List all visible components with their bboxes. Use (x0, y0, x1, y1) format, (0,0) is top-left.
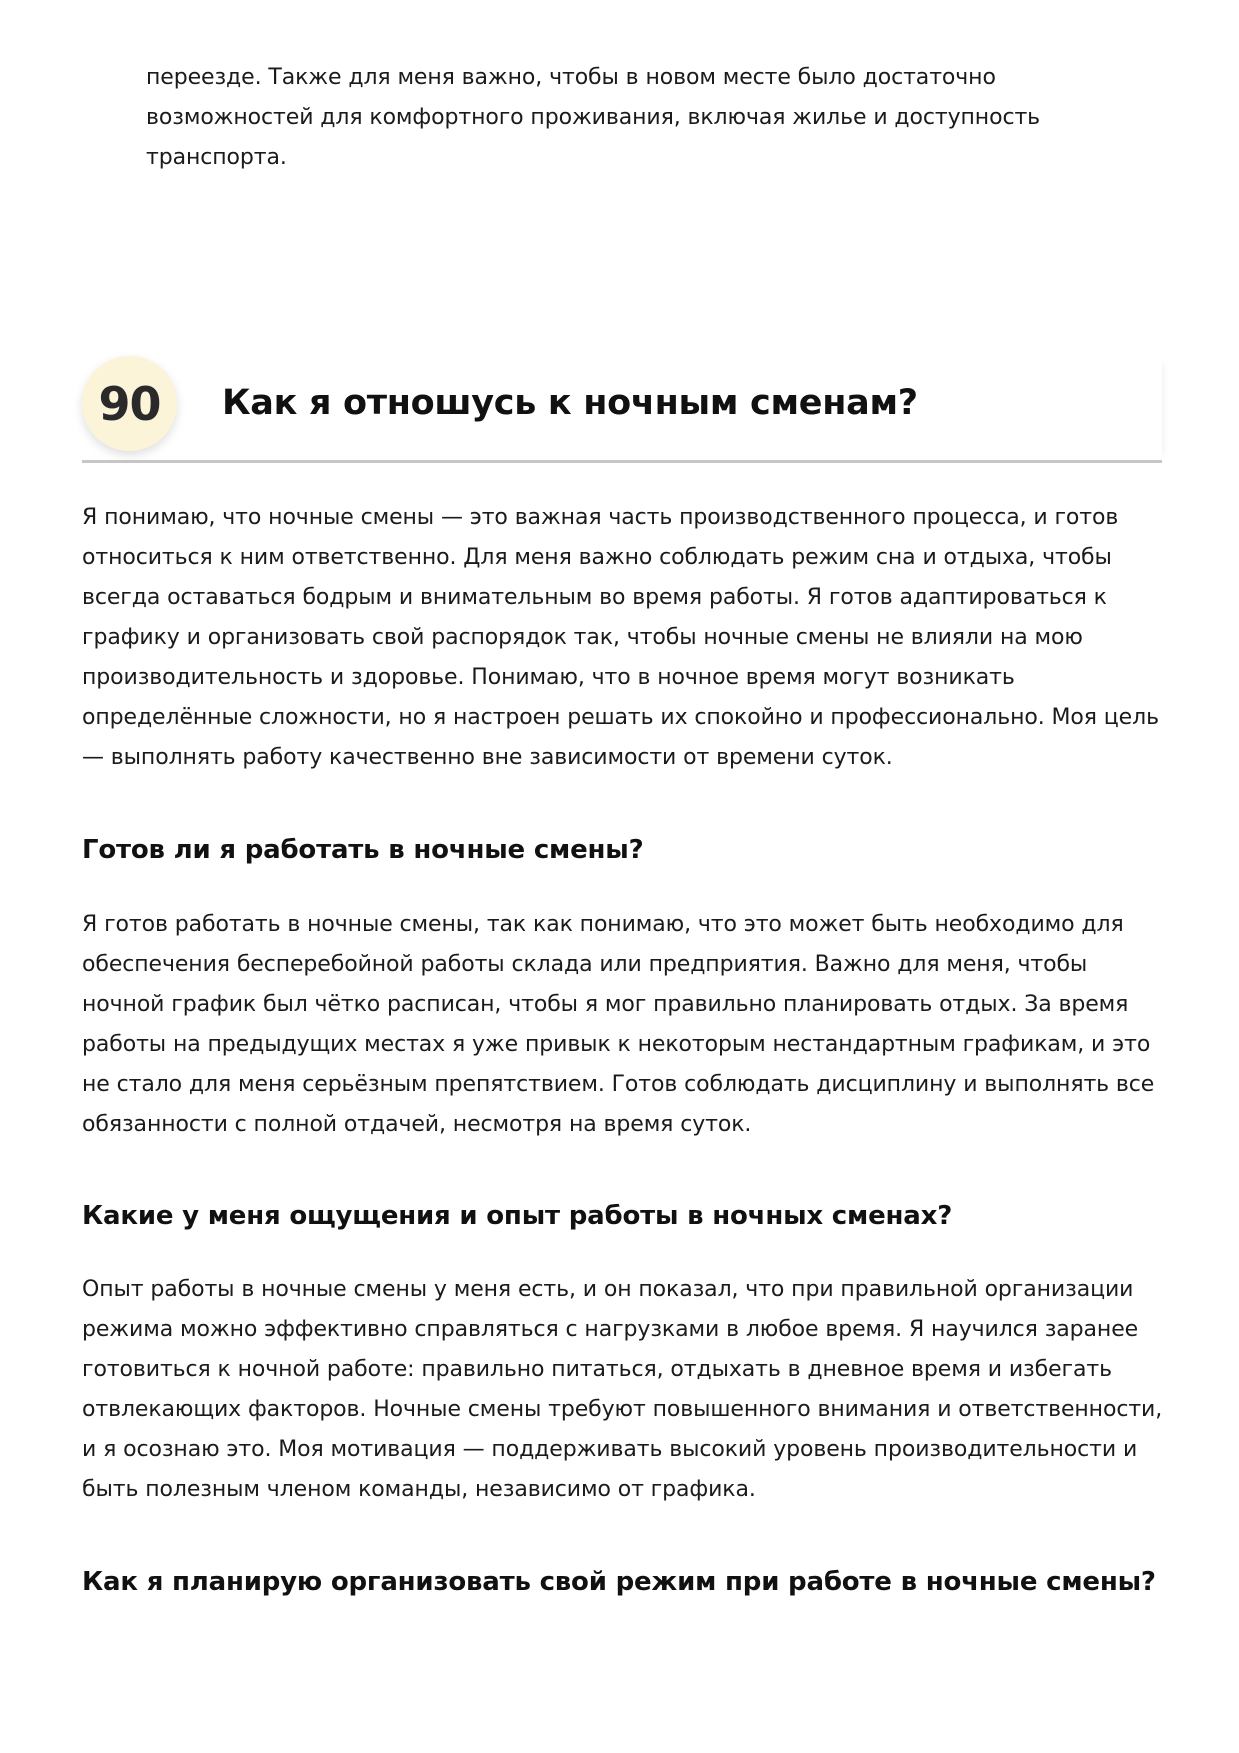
paragraph-night-shift-experience: Опыт работы в ночные смены у меня есть, и он показал, что при правильной организации режима можно эффективно справляться с нагрузками в любое время. Я научился заранее готовиться к ночной работе: правильно питаться, отдыхать в дневное время и избегать отвлекающих факторов. Ночные смены требуют повышенного внимания и ответственности, и я осознаю это. Моя мотивация — поддерживать высокий уровень производительности и быть полезным членом команды, независимо от графика. (82, 1277, 1163, 1502)
subheading-ready-for-night-shifts: Готов ли я работать в ночные смены? (82, 835, 644, 865)
continued-paragraph: переезде. Также для меня важно, чтобы в новом месте было достаточно возможностей для комфортного проживания, включая жилье и доступность транспорта. (146, 65, 1041, 170)
section-number-badge: 90 (82, 356, 177, 451)
subheading-night-shift-experience: Какие у меня ощущения и опыт работы в ночных сменах? (82, 1201, 953, 1231)
subheading-night-shift-routine: Как я планирую организовать свой режим при работе в ночные смены? (82, 1567, 1156, 1597)
section-header (82, 356, 1162, 463)
section-title: Как я отношусь к ночным сменам? (222, 383, 918, 423)
paragraph-ready-for-night-shifts: Я готов работать в ночные смены, так как понимаю, что это может быть необходимо для обеспечения бесперебойной работы склада или предприятия. Важно для меня, чтобы ночной график был чётко расписан, чтобы я мог правильно планировать отдых. За время работы на предыдущих местах я уже привык к некоторым нестандартным графикам, и это не стало для меня серьёзным препятствием. Готов соблюдать дисциплину и выполнять все обязанности с полной отдачей, несмотря на время суток. (82, 912, 1155, 1137)
section-intro-paragraph: Я понимаю, что ночные смены — это важная часть производственного процесса, и готов относиться к ним ответственно. Для меня важно соблюдать режим сна и отдыха, чтобы всегда оставаться бодрым и внимательным во время работы. Я готов адаптироваться к графику и организовать свой распорядок так, чтобы ночные смены не влияли на мою производительность и здоровье. Понимаю, что в ночное время могут возникать определённые сложности, но я настроен решать их спокойно и профессионально. Моя цель — выполнять работу качественно вне зависимости от времени суток. (82, 505, 1159, 770)
